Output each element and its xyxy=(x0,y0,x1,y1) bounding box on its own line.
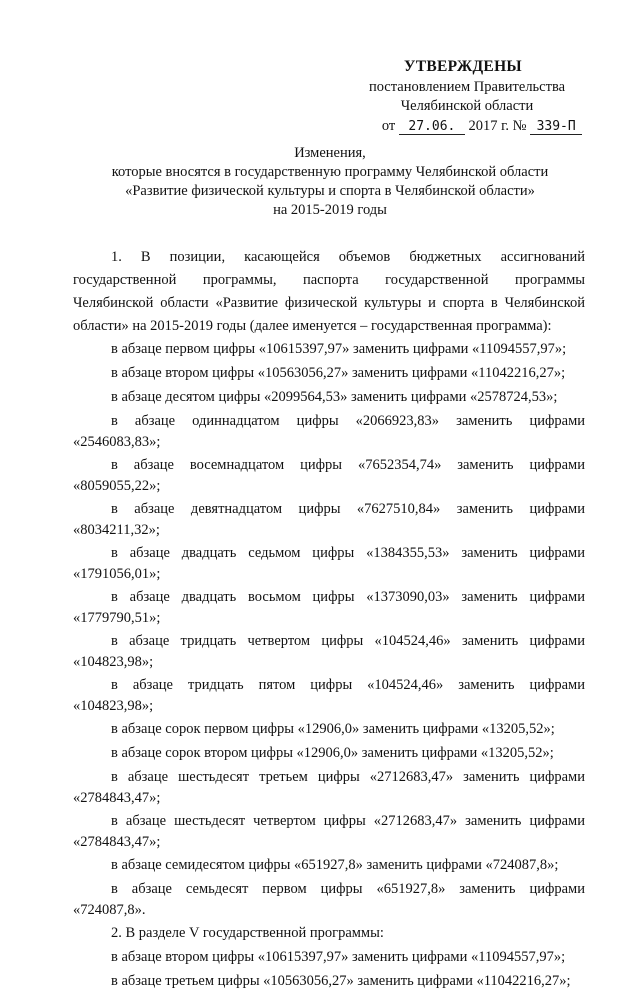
approval-block xyxy=(352,56,582,136)
amendment-item: в абзаце первом цифры «10615397,97» заменить цифрами «11094557,97»; xyxy=(111,341,567,357)
paragraph-1-line-1: 1. В позиции, касающейся объемов бюджетных ассигнований xyxy=(111,249,585,265)
handwritten-date: 27.06. xyxy=(399,119,465,135)
heading-line-3: «Развитие физической культуры и спорта в Челябинской области» xyxy=(125,183,535,199)
amendment-item-continuation: «2784843,47»; xyxy=(73,834,161,850)
document-body xyxy=(73,246,585,994)
section-2-item: в абзаце третьем цифры «10563056,27» заменить цифрами «11042216,27»; xyxy=(111,973,571,989)
heading-line-1: Изменения, xyxy=(294,145,366,161)
approval-date-line xyxy=(352,116,612,136)
date-prefix: от xyxy=(381,118,396,134)
paragraph-1-line-3: Челябинской области «Развитие физической культуры и спорта в Челябинской xyxy=(73,295,585,311)
amendment-item xyxy=(73,410,585,452)
amendment-item xyxy=(73,542,585,584)
amendment-item-continuation: «1791056,01»; xyxy=(73,566,161,582)
amendment-item-text: в абзаце одиннадцатом цифры «2066923,83» заменить цифрами xyxy=(111,413,585,429)
amendment-item-text: в абзаце шестьдесят четвертом цифры «2712683,47» заменить цифрами xyxy=(111,813,585,829)
heading-line-2: которые вносятся в государственную программу Челябинской области xyxy=(111,164,549,180)
paragraph-1 xyxy=(73,246,585,338)
amendment-item-text: в абзаце тридцать четвертом цифры «104524,46» заменить цифрами xyxy=(111,633,585,649)
approval-line-2: Челябинской области xyxy=(400,98,534,114)
amendment-item: в абзаце втором цифры «10563056,27» заменить цифрами «11042216,27»; xyxy=(111,365,566,381)
amendment-item xyxy=(73,498,585,540)
amendment-item-continuation: «724087,8». xyxy=(73,902,146,918)
amendment-item: в абзаце семидесятом цифры «651927,8» заменить цифрами «724087,8»; xyxy=(111,857,559,873)
year-text: 2017 г. № xyxy=(468,118,527,134)
heading-line-4: на 2015-2019 годы xyxy=(273,202,387,218)
amendment-item-continuation: «104823,98»; xyxy=(73,654,154,670)
section-2-title: 2. В разделе V государственной программы: xyxy=(111,925,384,941)
amendment-item-text: в абзаце семьдесят первом цифры «651927,8» заменить цифрами xyxy=(111,881,585,897)
amendment-item-text: в абзаце двадцать седьмом цифры «1384355,53» заменить цифрами xyxy=(111,545,585,561)
amendment-item-text: в абзаце тридцать пятом цифры «104524,46» заменить цифрами xyxy=(111,677,585,693)
approval-title: УТВЕРЖДЕНЫ xyxy=(404,58,522,75)
amendment-item xyxy=(73,674,585,716)
amendment-item-continuation: «2784843,47»; xyxy=(73,790,161,806)
amendment-item-continuation: «8034211,32»; xyxy=(73,522,160,538)
amendment-item-continuation: «2546083,83»; xyxy=(73,434,161,450)
amendment-item: в абзаце десятом цифры «2099564,53» заменить цифрами «2578724,53»; xyxy=(111,389,558,405)
amendment-item xyxy=(73,454,585,496)
paragraph-1-line-2: государственной программы, паспорта государственной программы xyxy=(73,272,585,288)
amendment-item-continuation: «1779790,51»; xyxy=(73,610,161,626)
amendment-item-text: в абзаце двадцать восьмом цифры «1373090,03» заменить цифрами xyxy=(111,589,585,605)
amendment-item xyxy=(73,766,585,808)
paragraph-1-line-4: области» на 2015-2019 годы (далее именуется – государственная программа): xyxy=(73,318,552,334)
document-heading xyxy=(60,144,600,220)
amendment-item-text: в абзаце шестьдесят третьем цифры «2712683,47» заменить цифрами xyxy=(111,769,585,785)
amendment-item xyxy=(73,586,585,628)
amendment-item xyxy=(73,630,585,672)
amendment-item-continuation: «8059055,22»; xyxy=(73,478,161,494)
amendment-item-continuation: «104823,98»; xyxy=(73,698,154,714)
amendment-item-text: в абзаце восемнадцатом цифры «7652354,74» заменить цифрами xyxy=(111,457,585,473)
amendment-item-text: в абзаце девятнадцатом цифры «7627510,84» заменить цифрами xyxy=(111,501,585,517)
handwritten-number: 339-П xyxy=(530,119,582,135)
amendment-item xyxy=(73,878,585,920)
amendment-item xyxy=(73,810,585,852)
section-2-item: в абзаце втором цифры «10615397,97» заменить цифрами «11094557,97»; xyxy=(111,949,566,965)
amendment-item: в абзаце сорок втором цифры «12906,0» заменить цифрами «13205,52»; xyxy=(111,745,554,761)
approval-line-1: постановлением Правительства xyxy=(368,79,566,95)
amendment-item: в абзаце сорок первом цифры «12906,0» заменить цифрами «13205,52»; xyxy=(111,721,555,737)
